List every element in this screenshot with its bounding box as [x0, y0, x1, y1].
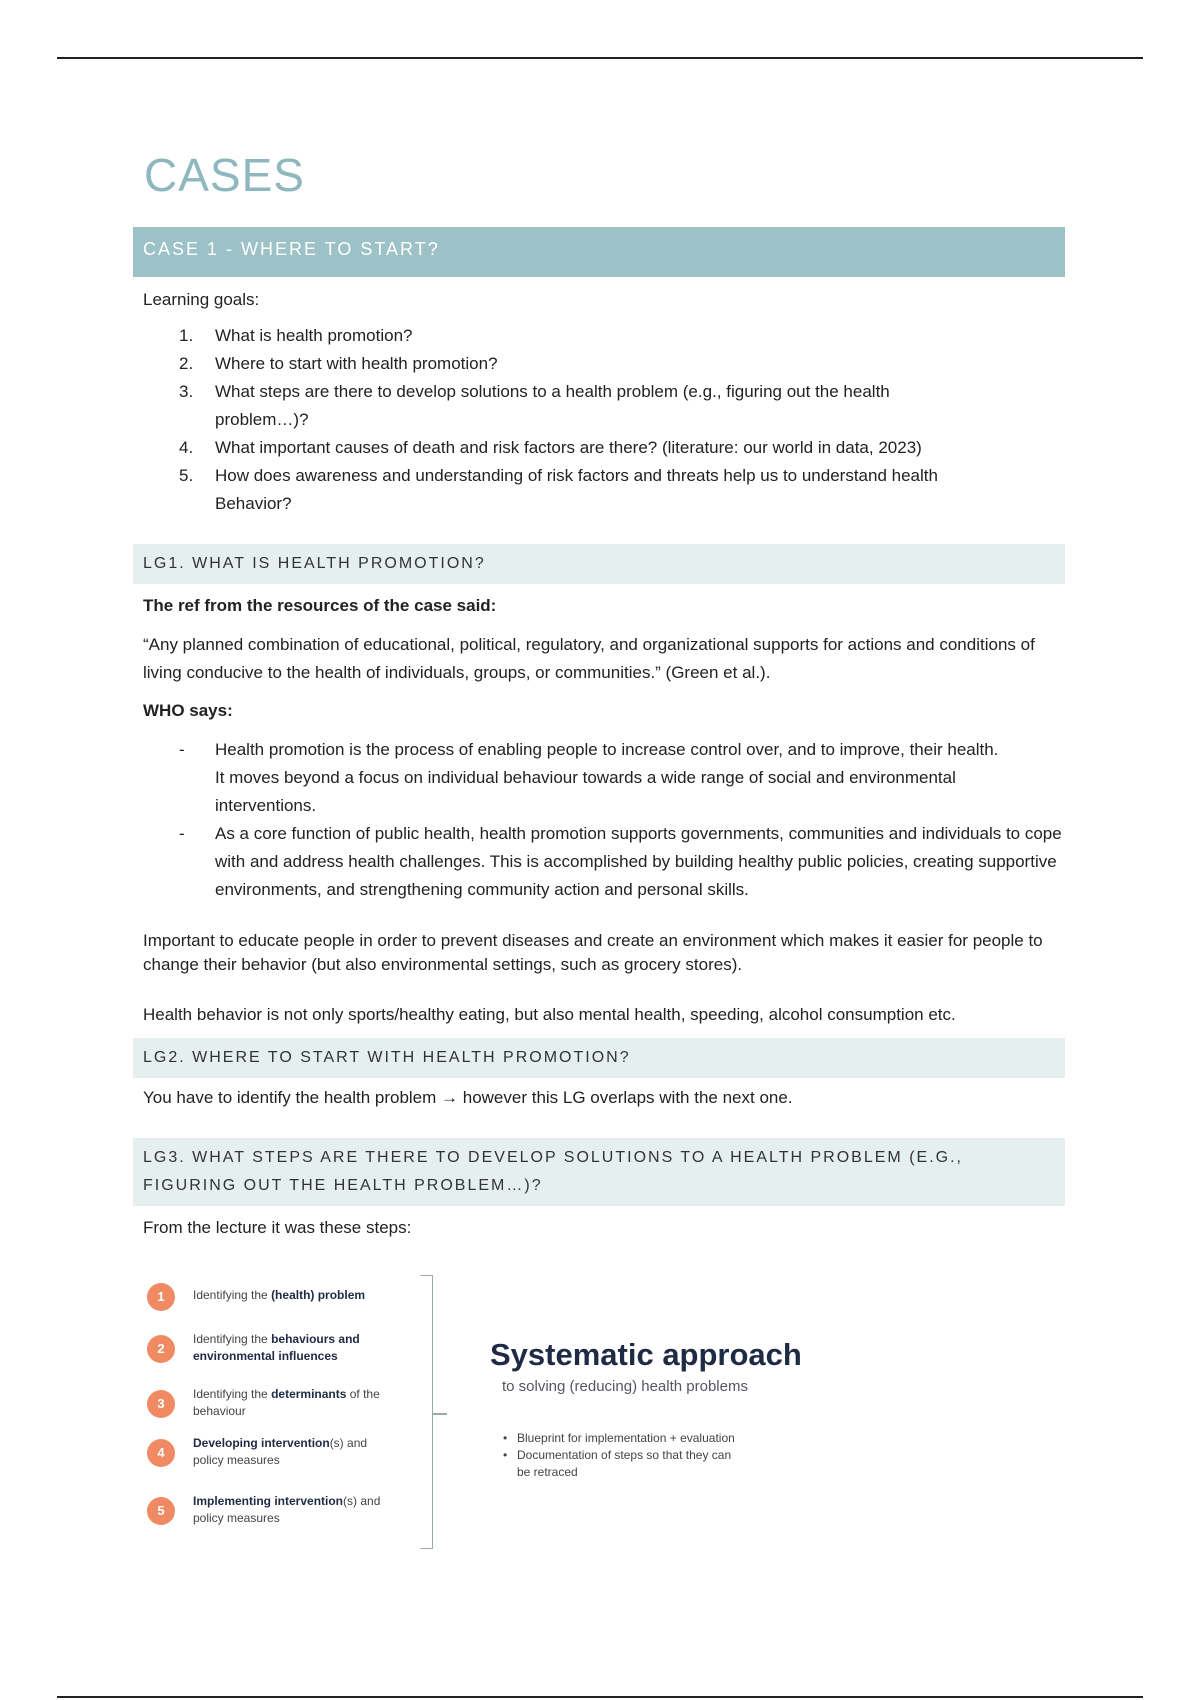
step-number-badge: 3: [147, 1390, 175, 1418]
case-header-text: CASE 1 - WHERE TO START?: [143, 239, 440, 259]
step-number-badge: 4: [147, 1439, 175, 1467]
paragraph-educate: Important to educate people in order to prevent diseases and create an environment which makes it easier for people to change their behavior (but also environmental settings, such as grocery stores).: [143, 931, 1043, 974]
lg2-heading: LG2. WHERE TO START WITH HEALTH PROMOTION?: [143, 1049, 631, 1066]
paragraph-behavior: Health behavior is not only sports/healthy eating, but also mental health, speeding, alcohol consumption etc.: [143, 1005, 956, 1024]
ref-label: The ref from the resources of the case said:: [143, 596, 497, 615]
bracket-connector: [433, 1413, 447, 1415]
step-label: Identifying the behaviours and environmental influences: [193, 1332, 360, 1363]
list-item: • Documentation of steps so that they can be retraced: [503, 1447, 747, 1481]
systematic-approach-subtitle: to solving (reducing) health problems: [502, 1378, 748, 1395]
top-rule: [57, 57, 1143, 59]
list-item: 1. What is health promotion?: [179, 326, 413, 345]
lg1-heading: LG1. WHAT IS HEALTH PROMOTION?: [143, 555, 486, 572]
systematic-approach-title: Systematic approach: [490, 1337, 802, 1372]
step-label: Developing intervention(s) and policy measures: [193, 1436, 368, 1467]
systematic-approach-diagram: [133, 1265, 833, 1565]
step-number-badge: 1: [147, 1283, 175, 1311]
step-number-badge: 5: [147, 1497, 175, 1525]
step-label: Implementing intervention(s) and policy measures: [193, 1494, 381, 1525]
list-item: - As a core function of public health, health promotion supports governments, communities and individuals to cope with and address health challenges. This is accomplished by building healthy public policies, creating supportive environments, and strengthening community action and personal skills.: [179, 824, 1062, 899]
lg2-text: You have to identify the health problem → however this LG overlaps with the next one.: [143, 1088, 793, 1107]
step-number-badge: 2: [147, 1335, 175, 1363]
steps-bracket: [420, 1275, 433, 1549]
lg3-heading: LG3. WHAT STEPS ARE THERE TO DEVELOP SOLUTIONS TO A HEALTH PROBLEM (E.G., FIGURING OUT THE HEALTH PROBLEM…)?: [143, 1149, 963, 1194]
learning-goals-list: [143, 322, 1023, 518]
learning-goals-label: Learning goals:: [143, 290, 260, 309]
list-item: 2. Where to start with health promotion?: [179, 354, 498, 373]
who-points: [143, 736, 1063, 904]
case-header-bar: [133, 227, 1065, 277]
lg1-heading-bar: [133, 544, 1065, 584]
list-item: 4. What important causes of death and risk factors are there? (literature: our world in data, 2023): [179, 438, 922, 457]
list-item: 5. How does awareness and understanding of risk factors and threats help us to understand health Behavior?: [179, 466, 938, 513]
systematic-approach-points: [503, 1430, 773, 1481]
lg2-heading-bar: [133, 1038, 1065, 1078]
list-item: 3. What steps are there to develop solutions to a health problem (e.g., figuring out the health problem…)?: [179, 382, 890, 429]
who-label: WHO says:: [143, 701, 233, 720]
green-quote: “Any planned combination of educational, political, regulatory, and organizational supports for actions and conditions of living conducive to the health of individuals, groups, or communities.” (Green et al.).: [143, 635, 1035, 682]
lg3-intro: From the lecture it was these steps:: [143, 1218, 412, 1237]
page-title: CASES: [144, 149, 305, 201]
step-label: Identifying the (health) problem: [193, 1288, 366, 1302]
list-item: - Health promotion is the process of enabling people to increase control over, and to improve, their health. It moves beyond a focus on individual behaviour towards a wide range of social and environmental interventions.: [179, 740, 999, 815]
list-item: • Blueprint for implementation + evaluation: [503, 1430, 773, 1447]
bottom-rule: [57, 1696, 1143, 1698]
lg3-heading-bar: [133, 1138, 1065, 1206]
step-label: Identifying the determinants of the behaviour: [193, 1387, 380, 1418]
